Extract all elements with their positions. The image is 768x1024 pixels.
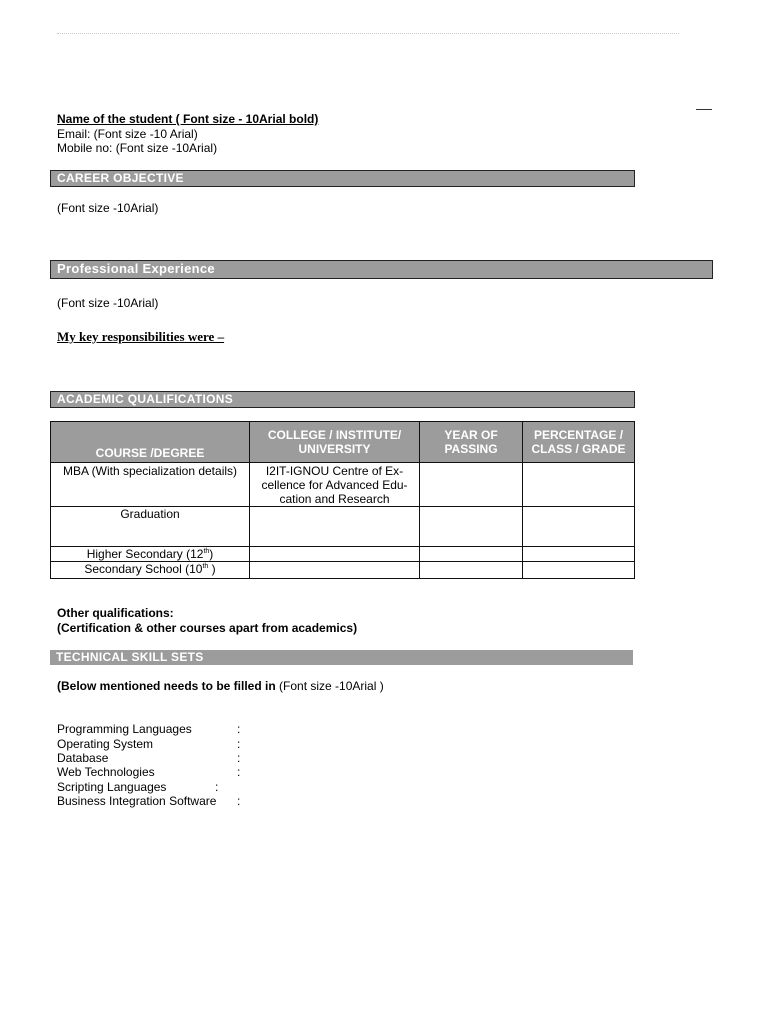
career-objective-heading: CAREER OBJECTIVE: [50, 170, 635, 187]
other-qualifications-note: (Certification & other courses apart from academics): [57, 621, 358, 635]
column-header: COLLEGE / INSTITUTE/ UNIVERSITY: [250, 422, 420, 463]
year-cell: [420, 547, 523, 562]
professional-experience-heading: Professional Experience: [50, 260, 713, 279]
table-row: [51, 547, 635, 562]
skill-label: Business Integration Software: [57, 794, 217, 808]
college-cell: [250, 547, 420, 562]
table-header-row: [51, 422, 635, 463]
column-header: YEAR OF PASSING: [420, 422, 523, 463]
skill-label: Scripting Languages: [57, 780, 167, 794]
grade-cell: [523, 547, 635, 562]
year-cell: [420, 463, 523, 507]
skill-label: Operating System: [57, 737, 154, 751]
table-row: [51, 463, 635, 507]
year-cell: [420, 562, 523, 579]
course-text-end: ): [208, 562, 216, 576]
corner-dash: [696, 109, 712, 110]
technical-note-normal: (Font size -10Arial ): [279, 679, 384, 693]
grade-cell: [523, 507, 635, 547]
other-qualifications-label: Other qualifications:: [57, 606, 174, 620]
header-dotted-rule: [57, 33, 679, 34]
email-line: Email: (Font size -10 Arial): [57, 127, 198, 141]
technical-note-bold: (Below mentioned needs to be filled in: [57, 679, 280, 693]
college-cell: I2IT-IGNOU Centre of Ex-cellence for Advanced Edu-cation and Research: [250, 463, 420, 507]
skill-separator: :: [237, 722, 241, 736]
technical-skills-note: [57, 679, 384, 693]
skill-separator: :: [237, 751, 241, 765]
professional-experience-text: (Font size -10Arial): [57, 296, 159, 310]
grade-cell: [523, 562, 635, 579]
table-row: [51, 507, 635, 547]
skill-label: Database: [57, 751, 109, 765]
technical-skills-heading: TECHNICAL SKILL SETS: [50, 650, 633, 665]
column-header: COURSE /DEGREE: [51, 422, 250, 463]
skill-separator: :: [237, 737, 241, 751]
course-text: Secondary School (10: [84, 562, 203, 576]
academic-table: [50, 421, 635, 579]
course-cell: Graduation: [51, 507, 250, 547]
mobile-line: Mobile no: (Font size -10Arial): [57, 141, 218, 155]
grade-cell: [523, 463, 635, 507]
skill-label: Programming Languages: [57, 722, 192, 736]
career-objective-text: (Font size -10Arial): [57, 201, 159, 215]
table-row: [51, 562, 635, 579]
course-cell: [51, 547, 250, 562]
key-responsibilities-label: My key responsibilities were –: [57, 329, 225, 344]
year-cell: [420, 507, 523, 547]
ordinal-suffix: th: [202, 563, 209, 570]
skill-label: Web Technologies: [57, 765, 155, 779]
skill-separator: :: [237, 765, 241, 779]
skill-separator: :: [237, 794, 241, 808]
course-text-end: ): [209, 547, 214, 561]
college-cell: [250, 507, 420, 547]
skill-separator: :: [215, 780, 219, 794]
academic-qualifications-heading: ACADEMIC QUALIFICATIONS: [50, 391, 635, 408]
ordinal-suffix: th: [203, 548, 210, 555]
course-cell: MBA (With specialization details): [51, 463, 250, 507]
column-header: PERCENTAGE / CLASS / GRADE: [523, 422, 635, 463]
college-cell: [250, 562, 420, 579]
course-text: Higher Secondary (12: [86, 547, 204, 561]
course-cell: [51, 562, 250, 579]
student-name: Name of the student ( Font size - 10Arial bold): [57, 112, 319, 126]
